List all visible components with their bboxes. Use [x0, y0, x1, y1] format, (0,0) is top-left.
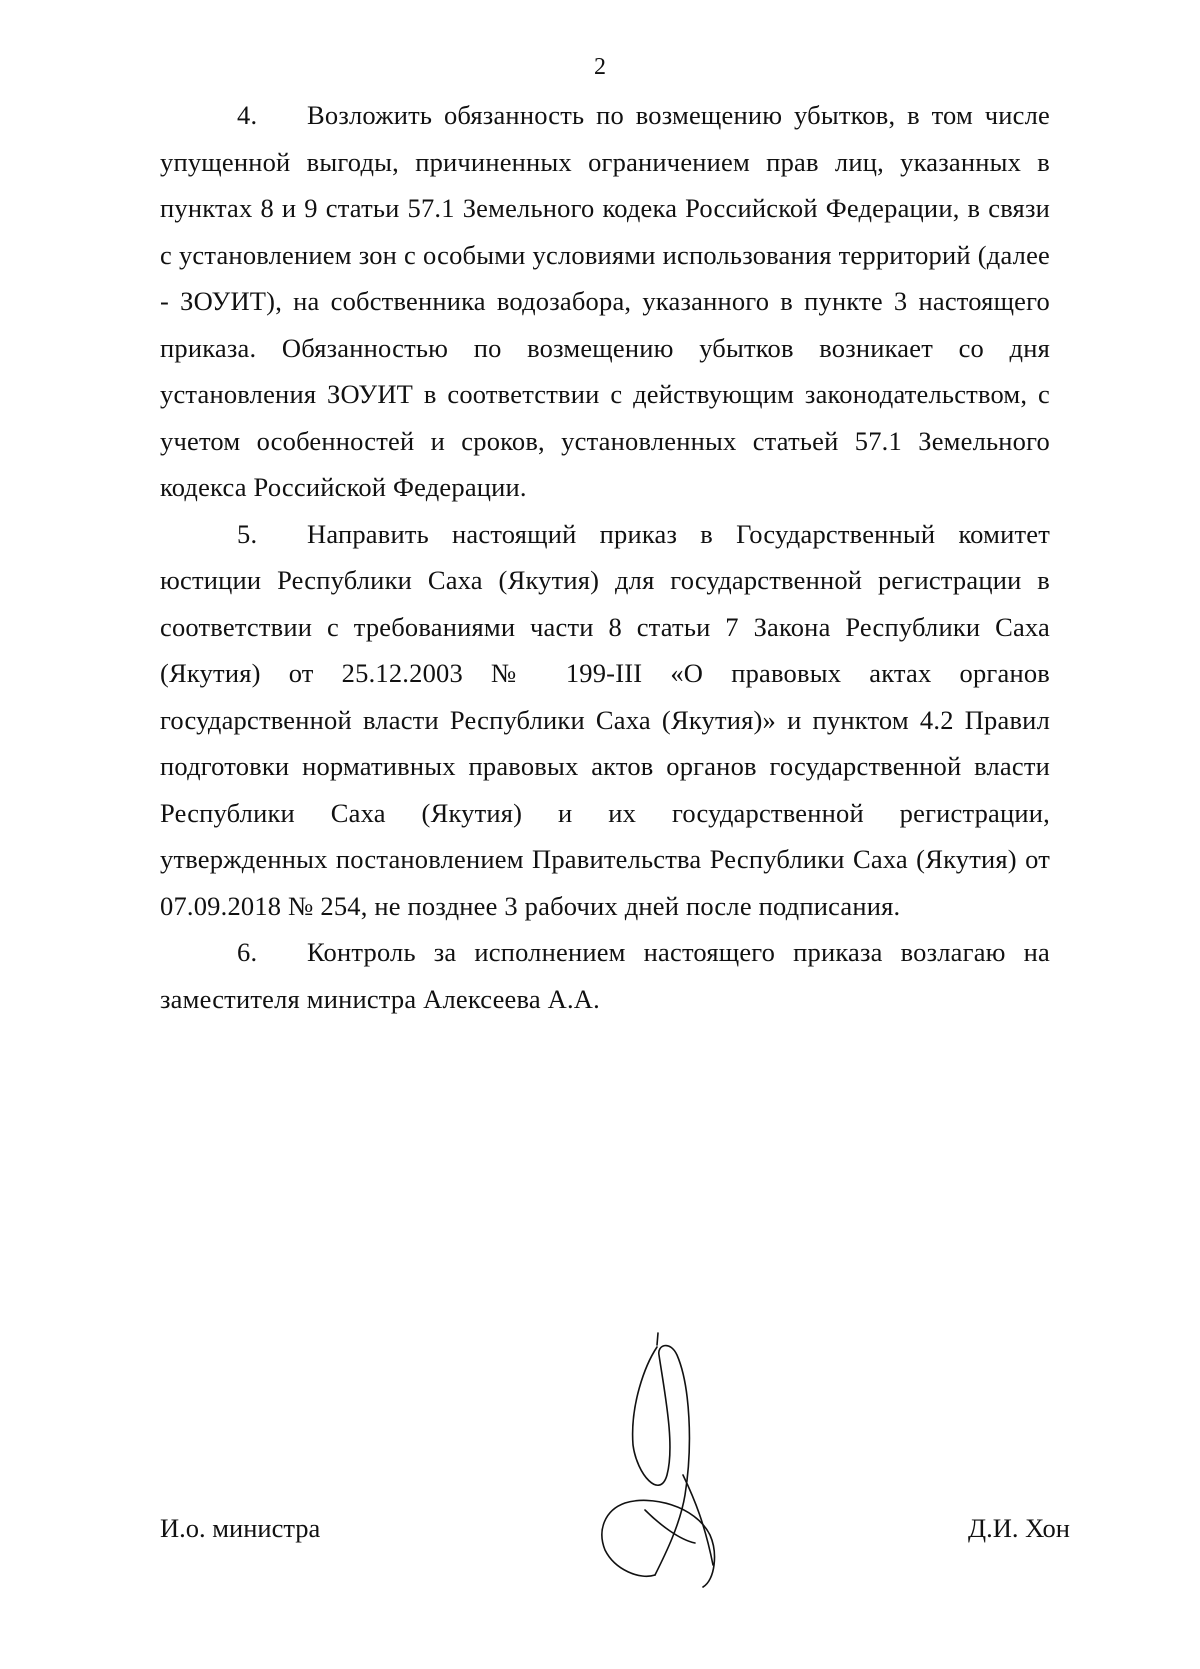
page-number: 2	[594, 54, 606, 80]
paragraph-item-6	[160, 929, 1050, 1022]
item-number: 5.	[237, 518, 258, 549]
paragraph-item-5	[160, 511, 1050, 930]
item-number: 6.	[237, 937, 258, 967]
signer-title: И.о. министра	[160, 1513, 321, 1543]
signer-name: Д.И. Хон	[968, 1513, 1070, 1543]
item-text: Возложить обязанность по возмещению убытков, в том числе упущенной выгоды, причиненных ограничением прав лиц, указанных в пунктах 8 и 9 статьи 57.1 Земельного кодека Российской Федерации, в связи с установлением зон с особыми условиями использования территорий (далее - ЗОУИТ), на собственника водозабора, указанного в пункте 3 настоящего приказа. Обязанностью по возмещению убытков возникает со дня установления ЗОУИТ в соответствии с действующим законодательством, с учетом особенностей и сроков, установленных статьей 57.1 Земельного кодекса Российской Федерации.	[160, 100, 1050, 502]
handwritten-signature	[585, 1325, 765, 1590]
item-text: Контроль за исполнением настоящего приказа возлагаю на заместителя министра Алексеева А.А.	[160, 937, 1050, 1014]
item-text: Направить настоящий приказ в Государственный комитет юстиции Республики Саха (Якутия) для государственной регистрации в соответствии с требованиями части 8 статьи 7 Закона Республики Саха (Якутия) от 25.12.2003 № 199-III «О правовых актах органов государственной власти Республики Саха (Якутия)» и пунктом 4.2 Правил подготовки нормативных правовых актов органов государственной власти Республики Саха (Якутия) и их государственной регистрации, утвержденных постановлением Правительства Республики Саха (Якутия) от 07.09.2018 № 254, не позднее 3 рабочих дней после подписания.	[160, 518, 1050, 921]
item-number: 4.	[237, 100, 258, 130]
signature-block	[160, 1508, 1070, 1548]
document-body	[160, 92, 1050, 1022]
paragraph-item-4	[160, 92, 1050, 511]
